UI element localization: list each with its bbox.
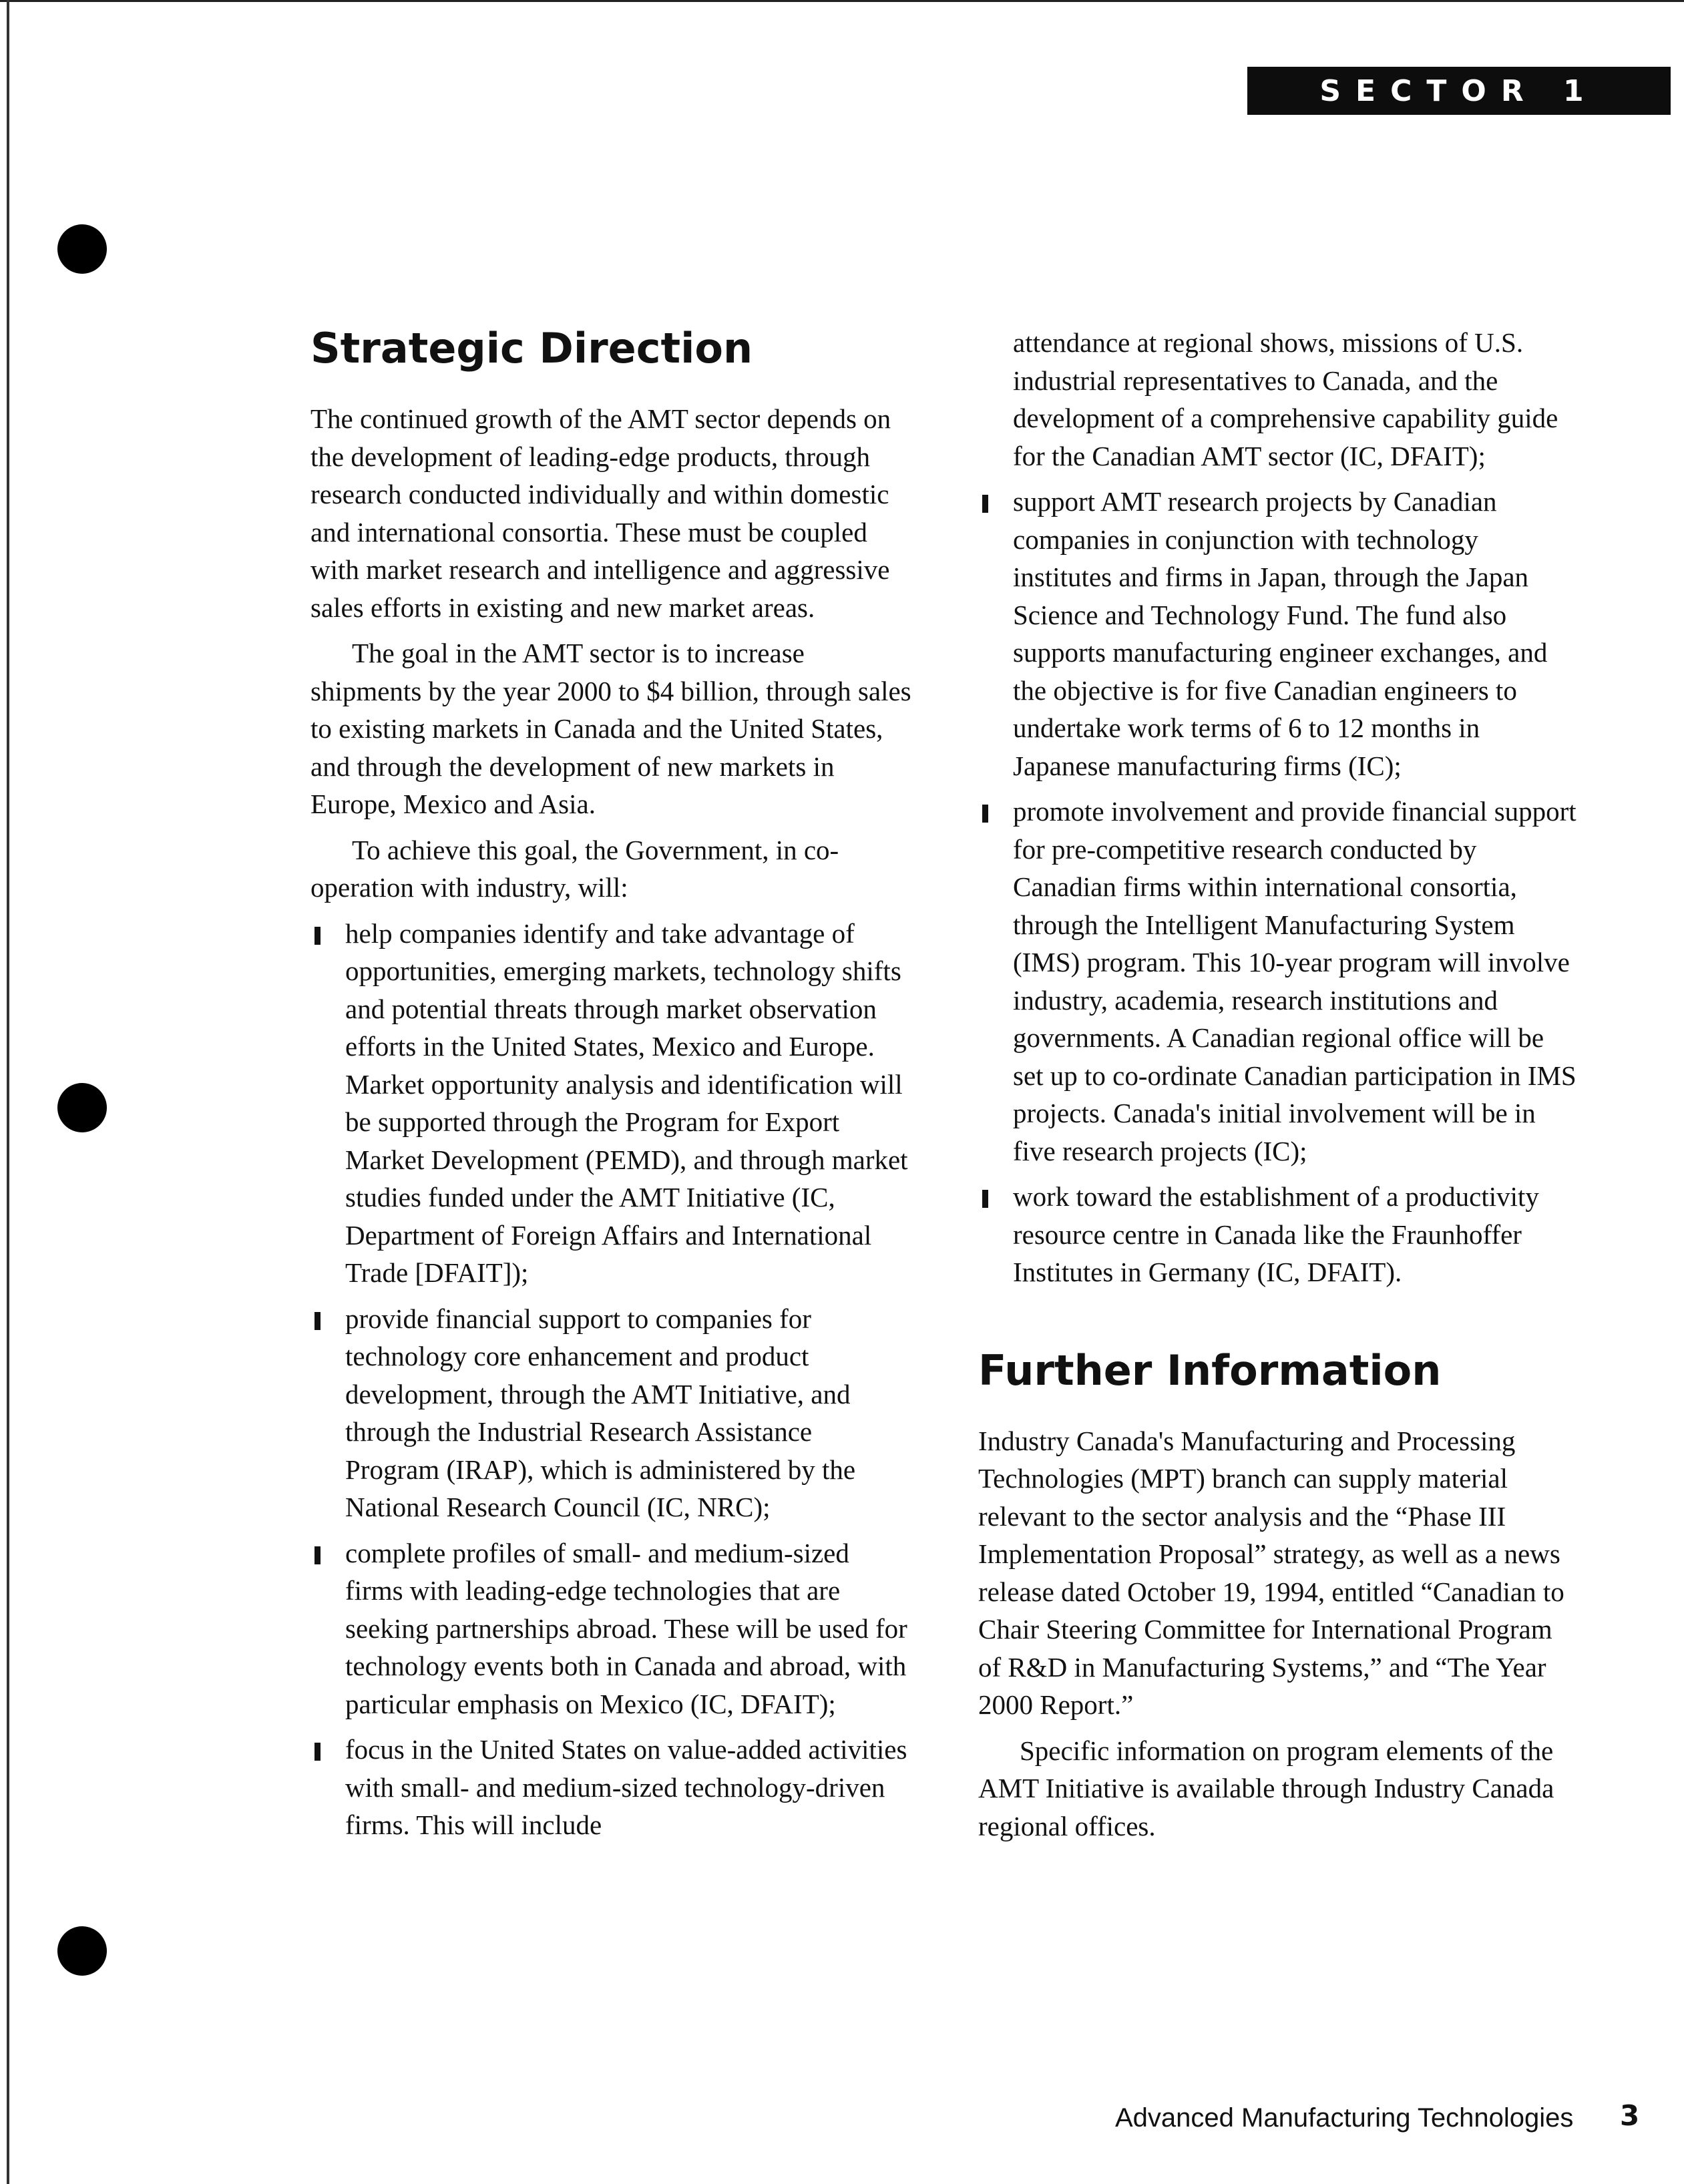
list-item <box>310 1731 911 1844</box>
section-heading-further-information: Further Information <box>978 1345 1442 1395</box>
bullet-marker <box>314 1546 321 1564</box>
list-item <box>978 793 1579 1170</box>
list-item-text: support AMT research projects by Canadian companies in conjunction with technology institutes and firms in Japan, through the Japan Science and Technology Fund. The fund also supports manufacturing engineer exchanges, and the objective is for five Canadian engineers to undertake work terms of 6 to 12 months in Japanese manufacturing firms (IC); <box>1013 486 1548 781</box>
top-border <box>0 0 1684 2</box>
list-item-text: work toward the establishment of a productivity resource centre in Canada like the Fraunhoffer Institutes in Germany (IC, DFAIT). <box>1013 1181 1539 1287</box>
section-spacer <box>978 1299 1579 1346</box>
section-heading-strategic-direction: Strategic Direction <box>310 324 753 373</box>
action-list-continued <box>978 483 1579 1291</box>
bullet-marker <box>982 495 988 513</box>
right-column <box>978 324 1579 1853</box>
paragraph: The goal in the AMT sector is to increase shipments by the year 2000 to $4 billion, through sales to existing markets in Canada and the United States, and through the development of new markets in Europe, Mexico and Asia. <box>310 638 911 820</box>
left-column <box>310 324 911 1852</box>
paragraph: Specific information on program elements of the AMT Initiative is available through Industry Canada regional offices. <box>978 1735 1554 1841</box>
page-number: 3 <box>1620 2099 1640 2132</box>
paragraph: To achieve this goal, the Government, in co-operation with industry, will: <box>310 834 839 903</box>
list-item-text: focus in the United States on value-added activities with small- and medium-sized technology-driven firms. This will include <box>345 1734 907 1841</box>
binder-hole-bottom <box>57 1926 107 1976</box>
list-item <box>978 483 1579 785</box>
paragraph: The continued growth of the AMT sector depends on the development of leading-edge products, through research conducted individually and within domestic and international consortia. These must be coupled with market research and intelligence and aggressive sales efforts in existing and new market areas. <box>310 403 891 623</box>
list-item <box>310 915 911 1292</box>
list-item <box>310 1300 911 1526</box>
binder-hole-middle <box>57 1083 107 1132</box>
bullet-marker <box>314 927 321 945</box>
list-item-text: complete profiles of small- and medium-sized firms with leading-edge technologies that are seeking partnerships abroad. These will be used for technology events both in Canada and abroad, with particular emphasis on Mexico (IC, DFAIT); <box>345 1537 907 1719</box>
list-item-text: provide financial support to companies for technology core enhancement and product development, through the AMT Initiative, and through the Industrial Research Assistance Program (IRAP), which is administered by the National Research Council (IC, NRC); <box>345 1303 856 1523</box>
list-item <box>310 1534 911 1723</box>
list-item <box>978 1178 1579 1291</box>
footer-title: Advanced Manufacturing Technologies <box>1115 2103 1574 2133</box>
bullet-marker <box>314 1312 321 1330</box>
list-item-text: promote involvement and provide financial support for pre-competitive research conducted by Canadian firms within international consortia, through the Intelligent Manufacturing System (IMS) program. This 10-year program will involve industry, academia, research institutions and governments. A Canadian regional office will be set up to co-ordinate Canadian participation in IMS projects. Canada's initial involvement will be in five research projects (IC); <box>1013 796 1576 1166</box>
action-list <box>310 915 911 1844</box>
sector-tab: SECTOR 1 <box>1247 67 1671 115</box>
left-border <box>7 0 9 2184</box>
list-item-continuation: attendance at regional shows, missions of U.S. industrial representatives to Canada, and the development of a comprehensive capability guide for the Canadian AMT sector (IC, DFAIT); <box>1013 327 1558 471</box>
bullet-marker <box>314 1743 321 1761</box>
bullet-marker <box>982 1190 988 1208</box>
bullet-marker <box>982 805 988 823</box>
paragraph: Industry Canada's Manufacturing and Processing Technologies (MPT) branch can supply material relevant to the sector analysis and the “Phase III Implementation Proposal” strategy, as well as a news release dated October 19, 1994, entitled “Canadian to Chair Steering Committee for International Program of R&D in Manufacturing Systems,” and “The Year 2000 Report.” <box>978 1425 1564 1721</box>
binder-hole-top <box>57 224 107 274</box>
list-item-text: help companies identify and take advantage of opportunities, emerging markets, technology shifts and potential threats through market observation efforts in the United States, Mexico and Europe. Market opportunity analysis and identification will be supported through the Program for Export Market Development (PEMD), and through market studies funded under the AMT Initiative (IC, Department of Foreign Affairs and International Trade [DFAIT]); <box>345 917 908 1289</box>
